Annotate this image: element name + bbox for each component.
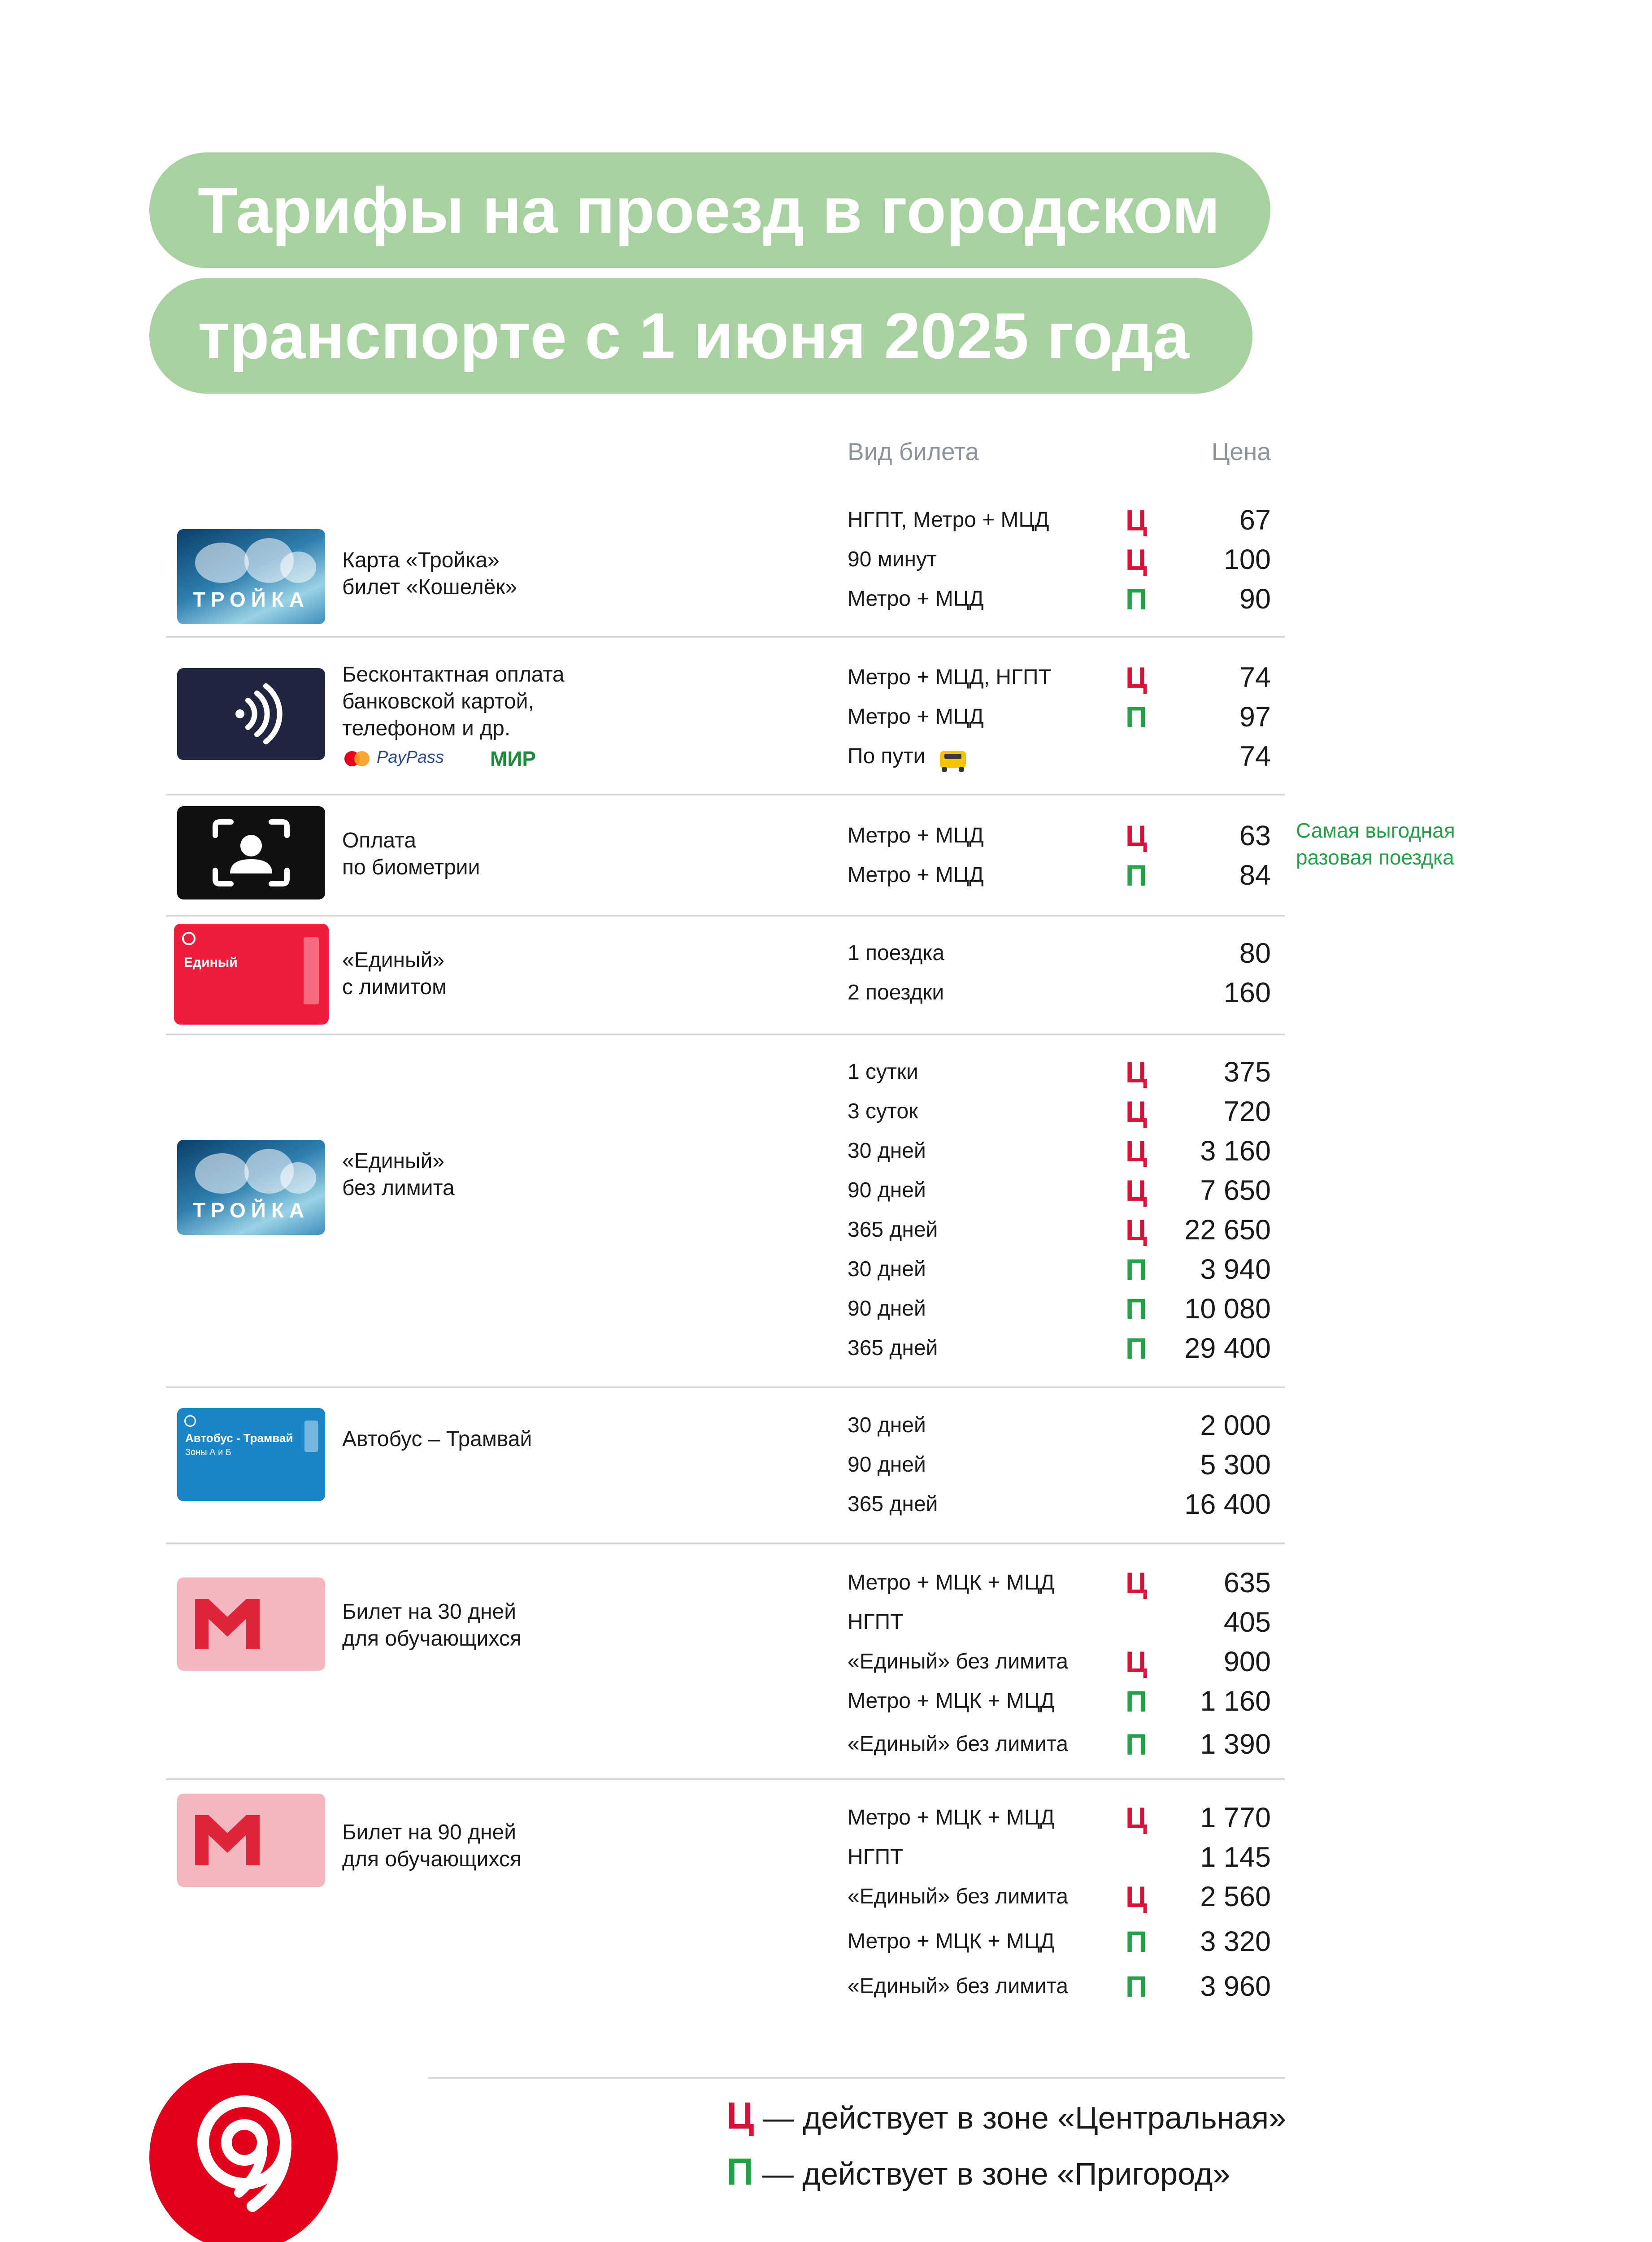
title-line-2 xyxy=(149,278,1252,394)
paypass-logo: PayPass xyxy=(377,748,444,767)
mir-logo: МИР xyxy=(490,747,536,770)
table-row xyxy=(0,1052,1652,1092)
row-price: 900 xyxy=(1223,1646,1271,1677)
table-row xyxy=(0,579,1652,619)
table-row xyxy=(0,658,1652,697)
title-line-1 xyxy=(149,152,1270,268)
table-row xyxy=(0,1682,1652,1721)
table-row xyxy=(0,1642,1652,1682)
header-price: Цена xyxy=(1211,438,1271,465)
zone-badge: Ц xyxy=(1126,1174,1148,1207)
zone-badge: Ц xyxy=(1126,819,1148,852)
desc-line: билет «Кошелёк» xyxy=(342,575,517,599)
table-row xyxy=(0,1838,1652,1877)
legend-suburban xyxy=(726,2150,1230,2194)
row-label: Метро + МЦК + МЦД xyxy=(848,1806,1055,1829)
zone-badge: П xyxy=(1126,1332,1147,1365)
row-price: 80 xyxy=(1239,938,1271,969)
table-row xyxy=(0,973,1652,1012)
troika-card-text: ТРОЙКА xyxy=(192,1199,310,1222)
row-label: 30 дней xyxy=(848,1413,926,1437)
row-price: 67 xyxy=(1239,504,1271,536)
row-label: 365 дней xyxy=(848,1336,938,1360)
troika-card-text: ТРОЙКА xyxy=(192,588,310,611)
row-label: 30 дней xyxy=(848,1139,926,1163)
row-label: 90 дней xyxy=(848,1178,926,1202)
table-row xyxy=(0,500,1652,540)
legend-central-text: — действует в зоне «Центральная» xyxy=(762,2100,1287,2135)
note-line: разовая поездка xyxy=(1296,846,1454,869)
table-row xyxy=(0,1329,1652,1368)
row-price: 63 xyxy=(1239,820,1271,852)
table-row xyxy=(0,1171,1652,1210)
desc-line: с лимитом xyxy=(342,975,447,999)
zone-badge: Ц xyxy=(1126,1566,1148,1599)
row-price: 10 080 xyxy=(1184,1293,1271,1325)
row-price: 74 xyxy=(1239,741,1271,772)
transport-logo-icon xyxy=(149,2063,338,2242)
row-label: Метро + МЦД xyxy=(848,863,984,887)
table-row xyxy=(0,1798,1652,1838)
table-row xyxy=(0,816,1652,856)
row-price: 720 xyxy=(1223,1096,1271,1127)
desc-line: Оплата xyxy=(342,829,417,852)
row-label: «Единый» без лимита xyxy=(848,1732,1069,1756)
table-row xyxy=(0,697,1652,737)
table-row xyxy=(0,1131,1652,1171)
row-label: 30 дней xyxy=(848,1257,926,1281)
row-label: Метро + МЦК + МЦД xyxy=(848,1571,1055,1595)
footer-divider xyxy=(428,2077,1285,2079)
legend-central xyxy=(726,2094,1286,2138)
zone-badge: П xyxy=(1126,1292,1147,1325)
table-row xyxy=(0,1250,1652,1289)
row-label: Метро + МЦД xyxy=(848,824,984,847)
table-row xyxy=(0,1485,1652,1524)
divider xyxy=(166,1542,1285,1544)
zone-badge: Ц xyxy=(1126,1134,1148,1168)
table-row xyxy=(0,1725,1652,1764)
desc-line: Карта «Тройка» xyxy=(342,548,500,572)
table-row xyxy=(0,1092,1652,1131)
desc-line: банковской картой, xyxy=(342,690,534,713)
zone-badge: П xyxy=(1126,1970,1147,2003)
desc-line: Билет на 30 дней xyxy=(342,1600,517,1624)
row-price: 3 960 xyxy=(1200,1971,1271,2002)
table-row xyxy=(0,856,1652,895)
row-price: 2 000 xyxy=(1200,1410,1271,1441)
row-label: 365 дней xyxy=(848,1218,938,1242)
row-label: По пути xyxy=(848,744,926,768)
taxi-car-icon xyxy=(937,743,969,777)
table-row xyxy=(0,1445,1652,1485)
row-price: 160 xyxy=(1223,977,1271,1008)
row-price: 7 650 xyxy=(1200,1175,1271,1206)
row-label: «Единый» без лимита xyxy=(848,1885,1069,1908)
header-ticket-type: Вид билета xyxy=(848,438,979,465)
row-price: 405 xyxy=(1223,1607,1271,1638)
divider xyxy=(166,1386,1285,1388)
divider xyxy=(166,915,1285,917)
table-row xyxy=(0,1289,1652,1329)
row-price: 3 940 xyxy=(1200,1254,1271,1285)
zone-badge: П xyxy=(1126,582,1147,616)
edinyi-card-text: Единый xyxy=(184,955,238,970)
desc-line: Автобус – Трамвай xyxy=(342,1427,532,1451)
table-row xyxy=(0,1406,1652,1445)
divider xyxy=(166,794,1285,795)
table-row xyxy=(0,540,1652,579)
zone-badge: П xyxy=(1126,700,1147,734)
zone-badge: П xyxy=(1126,1925,1147,1958)
zone-badge: Ц xyxy=(1126,661,1148,694)
zone-badge: Ц xyxy=(1126,1095,1148,1128)
zone-badge: Ц xyxy=(1126,1213,1148,1247)
row-price: 90 xyxy=(1239,583,1271,615)
row-label: 90 минут xyxy=(848,547,937,571)
row-label: Метро + МЦД xyxy=(848,705,984,729)
row-price: 16 400 xyxy=(1184,1489,1271,1520)
desc-line: телефоном и др. xyxy=(342,717,511,740)
row-label: «Единый» без лимита xyxy=(848,1974,1069,1998)
bus-tram-card-title: Автобус - Трамвай xyxy=(185,1431,293,1445)
row-price: 1 390 xyxy=(1200,1729,1271,1760)
row-label: «Единый» без лимита xyxy=(848,1650,1069,1673)
desc-line: «Единый» xyxy=(342,1149,445,1173)
desc-line: для обучающихся xyxy=(342,1847,522,1871)
zone-badge: Ц xyxy=(1126,1645,1148,1678)
row-price: 29 400 xyxy=(1184,1333,1271,1364)
row-label: 3 суток xyxy=(848,1099,918,1123)
row-price: 1 145 xyxy=(1200,1842,1271,1873)
note-line: Самая выгодная xyxy=(1296,819,1455,842)
bus-tram-card-subtitle: Зоны А и Б xyxy=(185,1447,231,1457)
row-label: Метро + МЦК + МЦД xyxy=(848,1929,1055,1953)
row-price: 84 xyxy=(1239,860,1271,891)
divider xyxy=(166,1034,1285,1035)
row-label: Метро + МЦД, НГПТ xyxy=(848,665,1052,689)
zone-badge: Ц xyxy=(1126,1801,1148,1834)
row-price: 375 xyxy=(1223,1056,1271,1088)
desc-line: без лимита xyxy=(342,1176,455,1200)
divider xyxy=(166,1778,1285,1780)
title-text-1: Тарифы на проезд в городском xyxy=(198,174,1220,247)
zone-badge: Ц xyxy=(1126,1056,1148,1089)
desc-line: для обучающихся xyxy=(342,1627,522,1651)
table-row xyxy=(0,1563,1652,1603)
table-row xyxy=(0,1877,1652,1916)
desc-line: Бесконтактная оплата xyxy=(342,663,565,687)
row-price: 1 160 xyxy=(1200,1686,1271,1717)
row-label: НГПТ xyxy=(848,1845,904,1869)
row-label: 365 дней xyxy=(848,1492,938,1516)
row-price: 22 650 xyxy=(1184,1214,1271,1246)
desc-line: Билет на 90 дней xyxy=(342,1821,517,1844)
zone-badge: П xyxy=(1126,1685,1147,1718)
row-label: НГПТ xyxy=(848,1610,904,1634)
table-row xyxy=(0,934,1652,973)
table-row xyxy=(0,1210,1652,1250)
row-price: 97 xyxy=(1239,701,1271,733)
desc-line: по биометрии xyxy=(342,856,480,879)
row-price: 5 300 xyxy=(1200,1449,1271,1481)
table-row xyxy=(0,1967,1652,2006)
row-label: 2 поездки xyxy=(848,981,944,1004)
row-label: 90 дней xyxy=(848,1453,926,1477)
row-label: 1 сутки xyxy=(848,1060,918,1084)
row-label: 90 дней xyxy=(848,1297,926,1321)
zone-badge: Ц xyxy=(1126,504,1148,537)
desc-line: «Единый» xyxy=(342,948,445,972)
row-label: Метро + МЦД xyxy=(848,587,984,611)
row-label: НГПТ, Метро + МЦД xyxy=(848,508,1049,532)
divider xyxy=(166,636,1285,638)
row-label: 1 поездка xyxy=(848,941,945,965)
zone-badge: П xyxy=(1126,1728,1147,1761)
row-price: 635 xyxy=(1223,1567,1271,1599)
row-price: 100 xyxy=(1223,544,1271,575)
row-price: 3 160 xyxy=(1200,1135,1271,1167)
table-row xyxy=(0,1603,1652,1642)
row-label: Метро + МЦК + МЦД xyxy=(848,1689,1055,1713)
legend-suburban-text: — действует в зоне «Пригород» xyxy=(762,2156,1230,2191)
zone-badge: П xyxy=(1126,859,1147,892)
zone-badge: П xyxy=(1126,1253,1147,1286)
row-price: 74 xyxy=(1239,662,1271,693)
legend-central-letter: Ц xyxy=(726,2094,754,2137)
zone-badge: Ц xyxy=(1126,1880,1148,1913)
table-row xyxy=(0,1922,1652,1961)
zone-badge: Ц xyxy=(1126,543,1148,576)
title-text-2: транспорте с 1 июня 2025 года xyxy=(198,299,1190,372)
row-price: 2 560 xyxy=(1200,1881,1271,1912)
legend-suburban-letter: П xyxy=(726,2151,754,2193)
row-price: 1 770 xyxy=(1200,1802,1271,1834)
row-price: 3 320 xyxy=(1200,1926,1271,1957)
table-row xyxy=(0,737,1652,776)
